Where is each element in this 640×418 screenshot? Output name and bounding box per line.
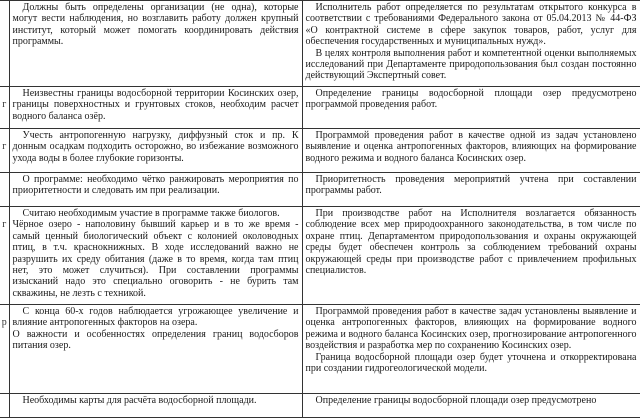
table-row xyxy=(0,1,640,87)
comment-text: Учесть антропогенную нагрузку, диффузный сток и пр. К донным осадкам подходить осторожно, во избежание возможного ухода воды в более глубокие горизонты. xyxy=(12,130,299,164)
comment-cell xyxy=(9,1,302,87)
comment-text: Чёрное озеро - наполовину бывший карьер и в то же время - самый ценный биологический объект с колонией околоводных птиц, в т.ч. краснокнижных. В ходе исследований важно не разрушить их среду обитания (даже в то время, когда там птиц нет, это может случиться). При составлении программы изысканий надо это специально оговорить - не бурить там скважины, не лезть с техникой. xyxy=(12,219,299,299)
table-row xyxy=(0,129,640,173)
comment-cell xyxy=(9,87,302,129)
comment-text: Должны быть определены организации (не одна), которые могут вести наблюдения, но возглавить работу должен крупный институт, который может помогать координировать действия программы. xyxy=(12,2,299,48)
comment-text: Необходимы карты для расчёта водосборной площади. xyxy=(22,395,257,406)
comment-text: О программе: необходимо чётко ранжировать мероприятия по приоритетности и следовать им при реализации. xyxy=(12,174,299,197)
comment-cell xyxy=(9,129,302,173)
response-text: Программой проведения работ в качестве задач установлены выявление и оценка антропогенных факторов, влияющих на формирование водного режима и водного баланса Косинских озер, прогнозирование антропогенного воздействия и разработка мер по сохранению Косинских озер. xyxy=(305,306,637,352)
row-margin-mark: г xyxy=(2,219,7,230)
response-cell xyxy=(302,394,640,418)
row-margin-mark: р xyxy=(1,317,7,328)
response-text: В целях контроля выполнения работ и компетентной оценки выполняемых исследований при Департаменте природопользования был создан постоянно действующий Экспертный совет. xyxy=(305,47,637,82)
comment-text: О важности и особенностях определения границ водосборов питания озер. xyxy=(12,328,299,352)
table-row xyxy=(0,394,640,418)
comment-text: С конца 60-х годов наблюдается угрожающее увеличение и влияние антропогенных факторов на озера. xyxy=(12,306,299,329)
response-cell xyxy=(302,1,640,87)
response-text: При производстве работ на Исполнителя возлагается обязанность соблюдение всех мер природоохранного законодательства, в том числе по охране птиц. Департаментом природопользования и охраны окружающей среды будет обеспечен контроль за соблюдением требований охраны окружающей среды при производстве работ с привлечением профильных специалистов. xyxy=(305,208,637,277)
response-cell xyxy=(302,129,640,173)
response-cell xyxy=(302,305,640,394)
response-cell xyxy=(302,207,640,305)
table-row xyxy=(0,173,640,207)
response-cell xyxy=(302,87,640,129)
row-margin-mark: г xyxy=(2,99,7,110)
table-row xyxy=(0,305,640,394)
comment-cell xyxy=(9,394,302,418)
comment-text: Неизвестны границы водосборной территории Косинских озер, границы поверхностных и грунтовых стоков, необходим расчет водного баланса озёр. xyxy=(12,88,299,122)
response-cell xyxy=(302,173,640,207)
row-margin-mark: г xyxy=(2,141,7,152)
response-text: Программой проведения работ в качестве одной из задач установлено выявление и оценка антропогенных факторов, влияющих на формирование водного режима и водного баланса Косинских озер. xyxy=(305,130,637,164)
comment-text: Считаю необходимым участие в программе также биологов. xyxy=(22,208,280,219)
comment-cell xyxy=(9,173,302,207)
response-text: Определение границы водосборной площади озер предусмотрено xyxy=(315,395,597,406)
response-text: Исполнитель работ определяется по результатам открытого конкурса в соответствии с требованиями Федерального закона от 05.04.2013 № 44-ФЗ «О контрактной системе в сфере закупок товаров, работ, услуг для обеспечения государственных и муниципальных нужд». xyxy=(305,2,637,48)
table-row xyxy=(0,207,640,305)
comment-cell xyxy=(9,207,302,305)
comment-cell xyxy=(9,305,302,394)
response-text: Граница водосборной площади озер будет уточнена и откорректирована при создании гидрогеологической модели. xyxy=(305,351,637,375)
response-text: Определение границы водосборной площади озер предусмотрено программой проведения работ. xyxy=(305,88,637,111)
response-text: Приоритетность проведения мероприятий учтена при составлении программы работ. xyxy=(305,174,637,197)
table-row xyxy=(0,87,640,129)
